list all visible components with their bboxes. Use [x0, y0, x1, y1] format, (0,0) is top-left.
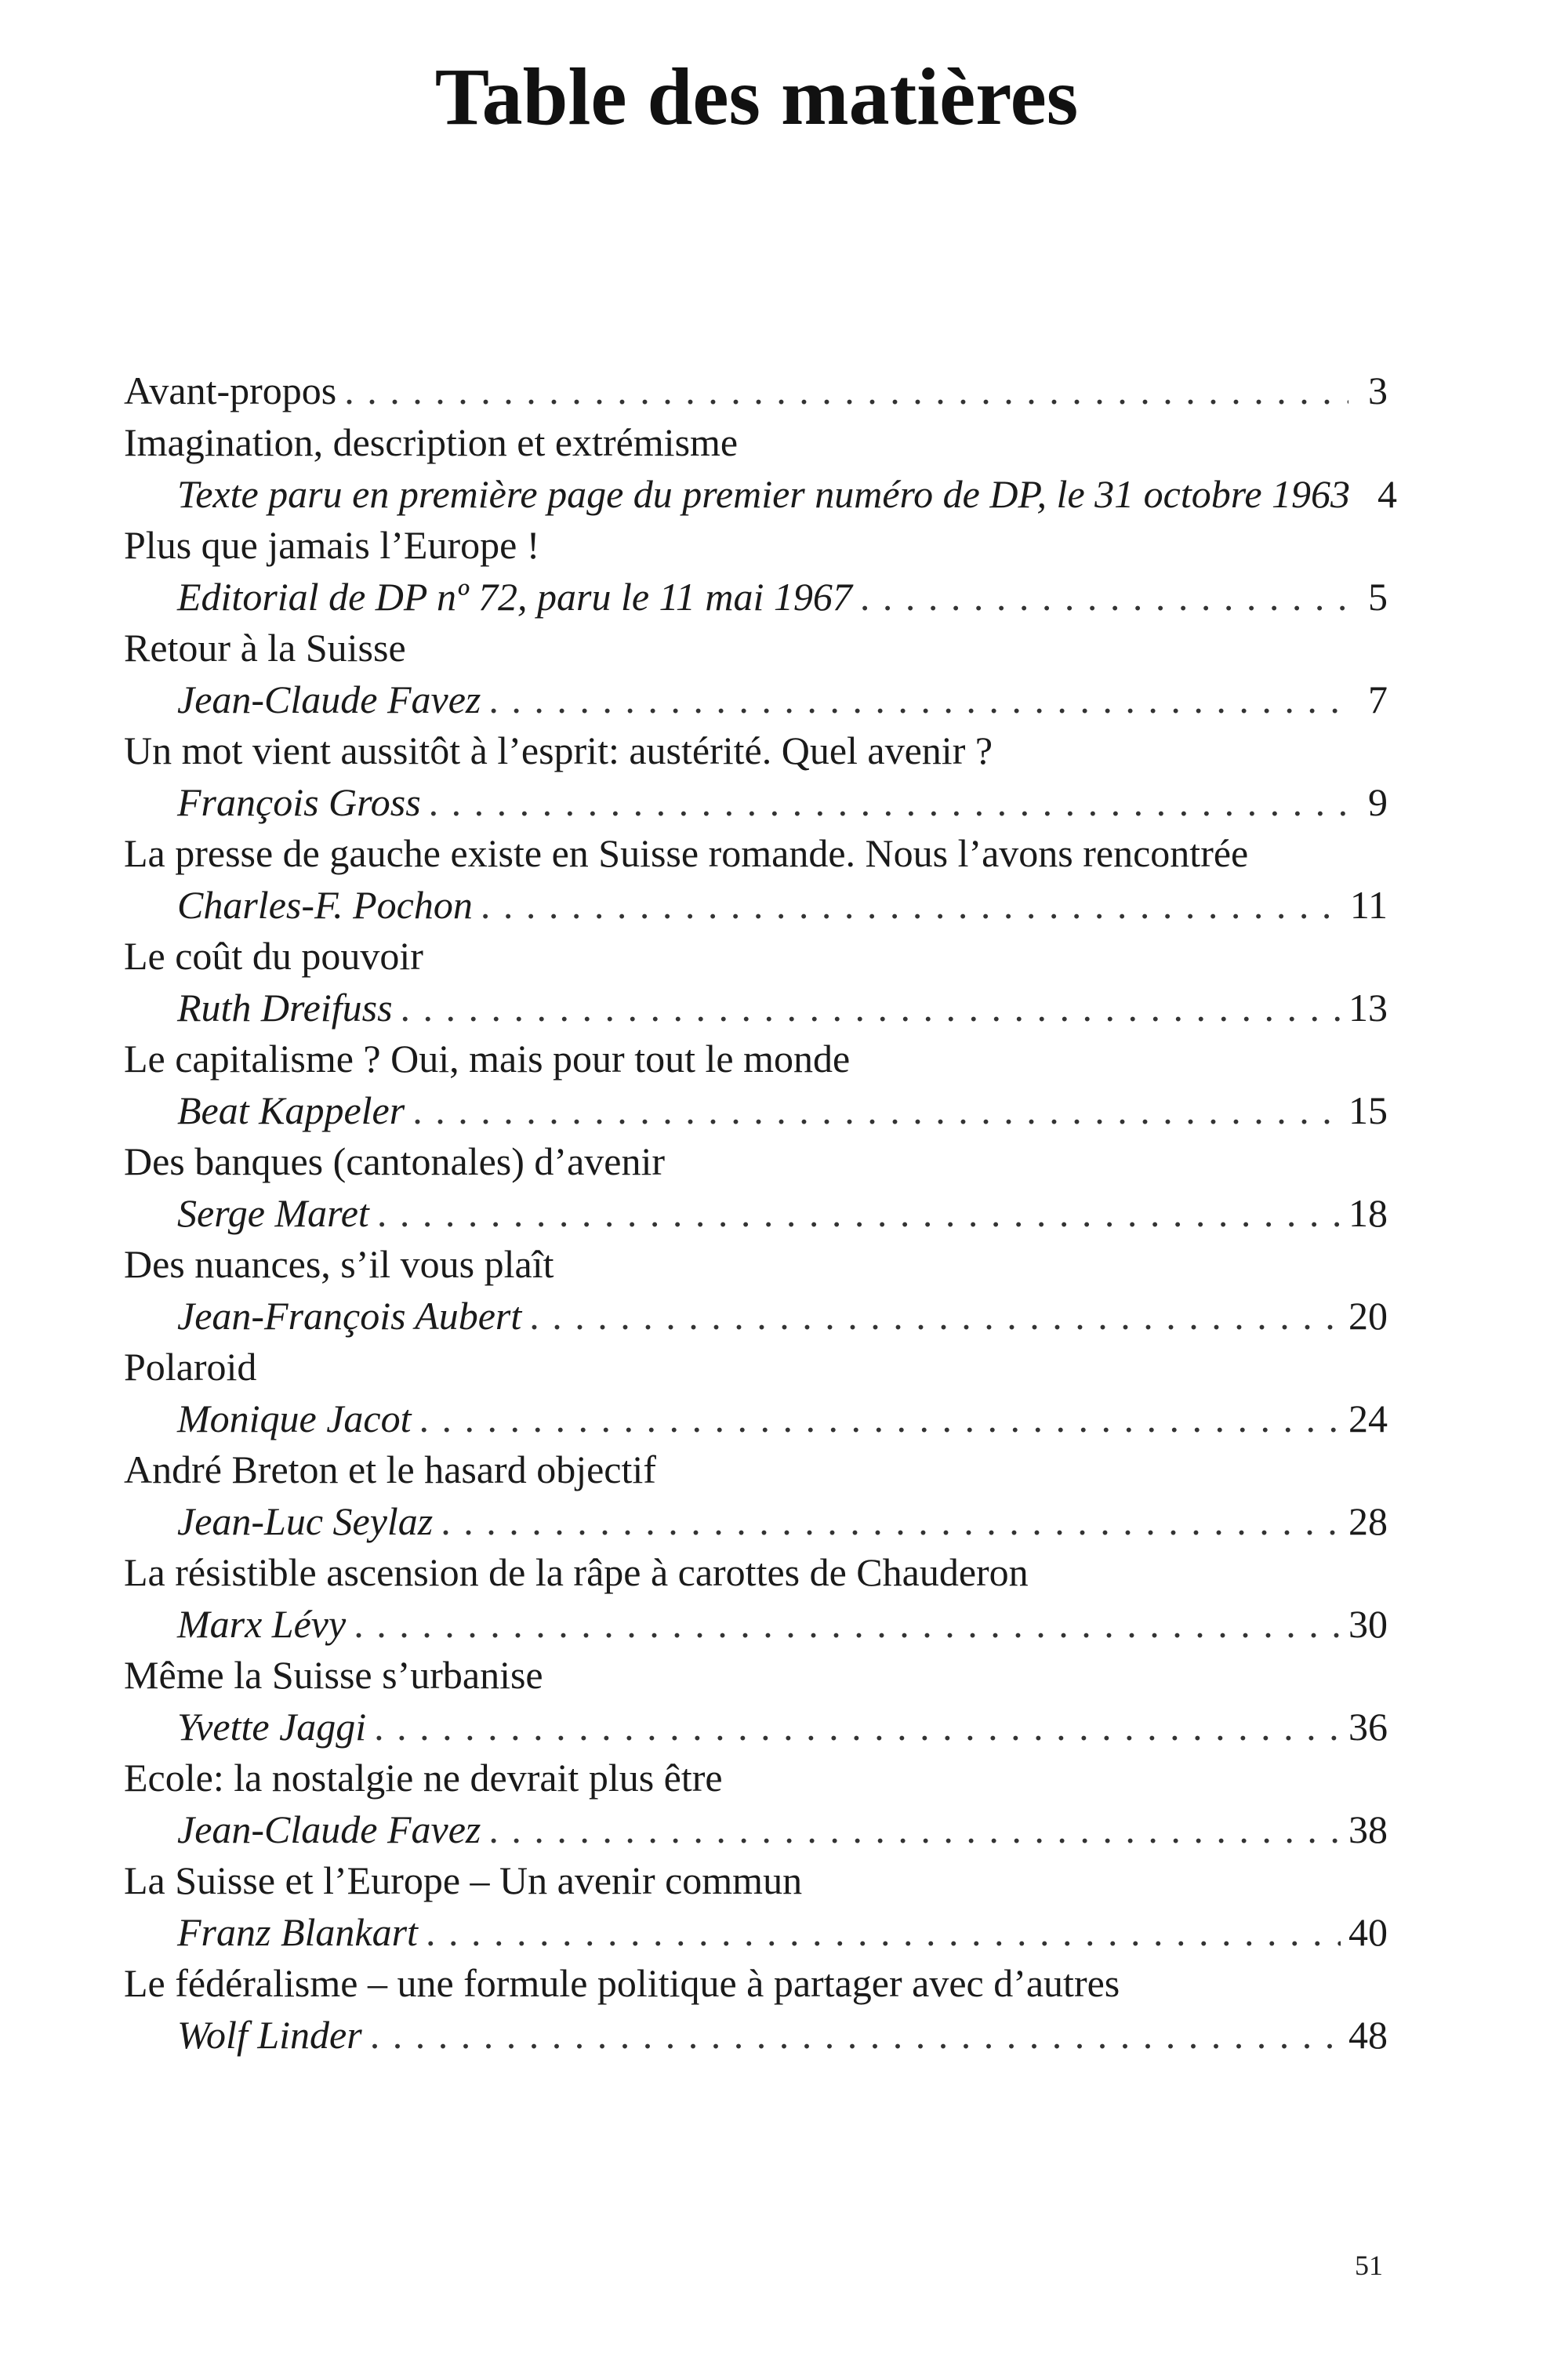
- toc-page-number: 13: [1348, 986, 1388, 1030]
- toc-page-number: 24: [1348, 1397, 1388, 1440]
- toc-entry-title: La presse de gauche existe en Suisse romande. Nous l’avons rencontrée: [124, 831, 1249, 875]
- toc-entry-title: Le capitalisme ? Oui, mais pour tout le monde: [124, 1037, 851, 1081]
- toc-page-number: 7: [1368, 677, 1388, 721]
- toc-entry-title: La Suisse et l’Europe – Un avenir commun: [124, 1858, 803, 1902]
- toc-entry-author-line: [124, 1187, 1388, 1239]
- toc-page-number: 15: [1348, 1088, 1388, 1132]
- toc-entry-author: Wolf Linder: [177, 2013, 362, 2057]
- toc-entry-title: Des nuances, s’il vous plaît: [124, 1242, 554, 1286]
- toc-page-number: 18: [1348, 1191, 1388, 1235]
- dot-leader: [441, 1495, 1341, 1547]
- toc-entry-author-line: [124, 1906, 1388, 1958]
- toc-entry: [124, 520, 1388, 623]
- toc-entry-author: Yvette Jaggi: [177, 1705, 367, 1749]
- toc-entry-author-line: [124, 1290, 1388, 1342]
- toc-page-number: 28: [1348, 1499, 1388, 1543]
- toc-page-number: 36: [1348, 1705, 1388, 1749]
- dot-leader: [374, 1701, 1341, 1753]
- toc-entry-author: Beat Kappeler: [177, 1088, 405, 1132]
- toc-entry: [124, 1342, 1388, 1444]
- toc-page-number: 11: [1349, 883, 1388, 927]
- toc-entry-title: Imagination, description et extrémisme: [124, 420, 739, 464]
- toc-entry-title: Retour à la Suisse: [124, 626, 406, 670]
- toc-entry-line: [124, 365, 1388, 416]
- toc-entry: [124, 1136, 1388, 1239]
- toc-entry-author: Serge Maret: [177, 1191, 369, 1235]
- toc-entry-title: La résistible ascension de la râpe à carottes de Chauderon: [124, 1550, 1029, 1594]
- toc-entry-author: Jean-François Aubert: [177, 1294, 522, 1338]
- toc-page-number: 40: [1348, 1910, 1388, 1954]
- toc-entry-author: Charles-F. Pochon: [177, 883, 473, 927]
- toc-page-number: 38: [1348, 1807, 1388, 1851]
- toc-entry-author-line: [124, 1803, 1388, 1855]
- toc-entry: [124, 416, 1398, 520]
- toc-page-number: 3: [1368, 369, 1388, 412]
- toc-entry-author-line: [124, 1701, 1388, 1753]
- toc-entry: [124, 931, 1388, 1033]
- dot-leader: [344, 365, 1348, 416]
- toc-entry-author: Monique Jacot: [177, 1397, 412, 1440]
- toc-entry: [124, 1855, 1388, 1958]
- toc-entry-author-line: [124, 1495, 1388, 1547]
- toc-page-number: 4: [1377, 472, 1398, 516]
- dot-leader: [370, 2009, 1341, 2061]
- toc-entry-author: Marx Lévy: [177, 1602, 347, 1646]
- toc-entry-author: Jean-Claude Favez: [177, 677, 481, 721]
- dot-leader: [412, 1084, 1341, 1136]
- toc-entry: [124, 725, 1388, 828]
- dot-leader: [860, 571, 1348, 623]
- toc-entry: [124, 828, 1388, 931]
- toc-entry-title: André Breton et le hasard objectif: [124, 1447, 656, 1491]
- toc-entry-title: Le coût du pouvoir: [124, 934, 423, 978]
- toc-page-number: 30: [1348, 1602, 1388, 1646]
- toc-entry-author-line: [124, 982, 1388, 1033]
- toc-entry-author: François Gross: [177, 780, 421, 824]
- dot-leader: [488, 1803, 1341, 1855]
- toc-entry: [124, 1444, 1388, 1547]
- toc-entry-author-line: [124, 674, 1388, 725]
- toc-page-number: 48: [1348, 2013, 1388, 2057]
- toc-page-number: 9: [1368, 780, 1388, 824]
- toc-entry-author: Texte paru en première page du premier numéro de DP, le 31 octobre 1963: [177, 472, 1351, 516]
- toc-entry: [124, 1753, 1388, 1855]
- dot-leader: [429, 776, 1348, 828]
- table-of-contents: [124, 365, 1398, 2061]
- toc-entry-author: Jean-Luc Seylaz: [177, 1499, 434, 1543]
- toc-entry-author: Ruth Dreifuss: [177, 986, 393, 1030]
- toc-entry-title: Le fédéralisme – une formule politique à partager avec d’autres: [124, 1961, 1120, 2005]
- toc-entry-author-line: [124, 776, 1388, 828]
- toc-entry-title: Ecole: la nostalgie ne devrait plus être: [124, 1756, 723, 1800]
- toc-entry-author-line: [124, 1393, 1388, 1444]
- toc-entry-author-line: [124, 1084, 1388, 1136]
- page-number-footer: 51: [1355, 2250, 1383, 2281]
- toc-entry: [124, 1650, 1388, 1753]
- toc-entry: [124, 365, 1388, 416]
- toc-entry-author: Jean-Claude Favez: [177, 1807, 481, 1851]
- toc-page-number: 5: [1368, 575, 1388, 619]
- toc-entry: [124, 1239, 1388, 1342]
- dot-leader: [481, 879, 1342, 931]
- dot-leader: [377, 1187, 1341, 1239]
- toc-entry: [124, 1547, 1388, 1650]
- dot-leader: [426, 1906, 1341, 1958]
- page-title: Table des matières: [434, 52, 1079, 142]
- dot-leader: [419, 1393, 1341, 1444]
- toc-entry-title: Un mot vient aussitôt à l’esprit: austérité. Quel avenir ?: [124, 728, 993, 772]
- toc-entry-title: Avant-propos: [124, 369, 337, 412]
- toc-entry-author-line: [124, 468, 1398, 520]
- toc-entry: [124, 1033, 1388, 1136]
- toc-entry-author-line: [124, 1598, 1388, 1650]
- toc-entry-title: Des banques (cantonales) d’avenir: [124, 1139, 665, 1183]
- toc-entry-title: Polaroid: [124, 1345, 257, 1389]
- dot-leader: [529, 1290, 1341, 1342]
- toc-entry-author-line: [124, 571, 1388, 623]
- toc-entry: [124, 623, 1388, 725]
- toc-entry-author: Editorial de DP nº 72, paru le 11 mai 1967: [177, 575, 852, 619]
- toc-entry-title: Même la Suisse s’urbanise: [124, 1653, 543, 1697]
- dot-leader: [354, 1598, 1341, 1650]
- dot-leader: [488, 674, 1348, 725]
- toc-page-number: 20: [1348, 1294, 1388, 1338]
- dot-leader: [401, 982, 1341, 1033]
- toc-entry: [124, 1958, 1388, 2061]
- toc-entry-author-line: [124, 2009, 1388, 2061]
- toc-entry-title: Plus que jamais l’Europe !: [124, 523, 540, 567]
- toc-entry-author-line: [124, 879, 1388, 931]
- toc-entry-author: Franz Blankart: [177, 1910, 418, 1954]
